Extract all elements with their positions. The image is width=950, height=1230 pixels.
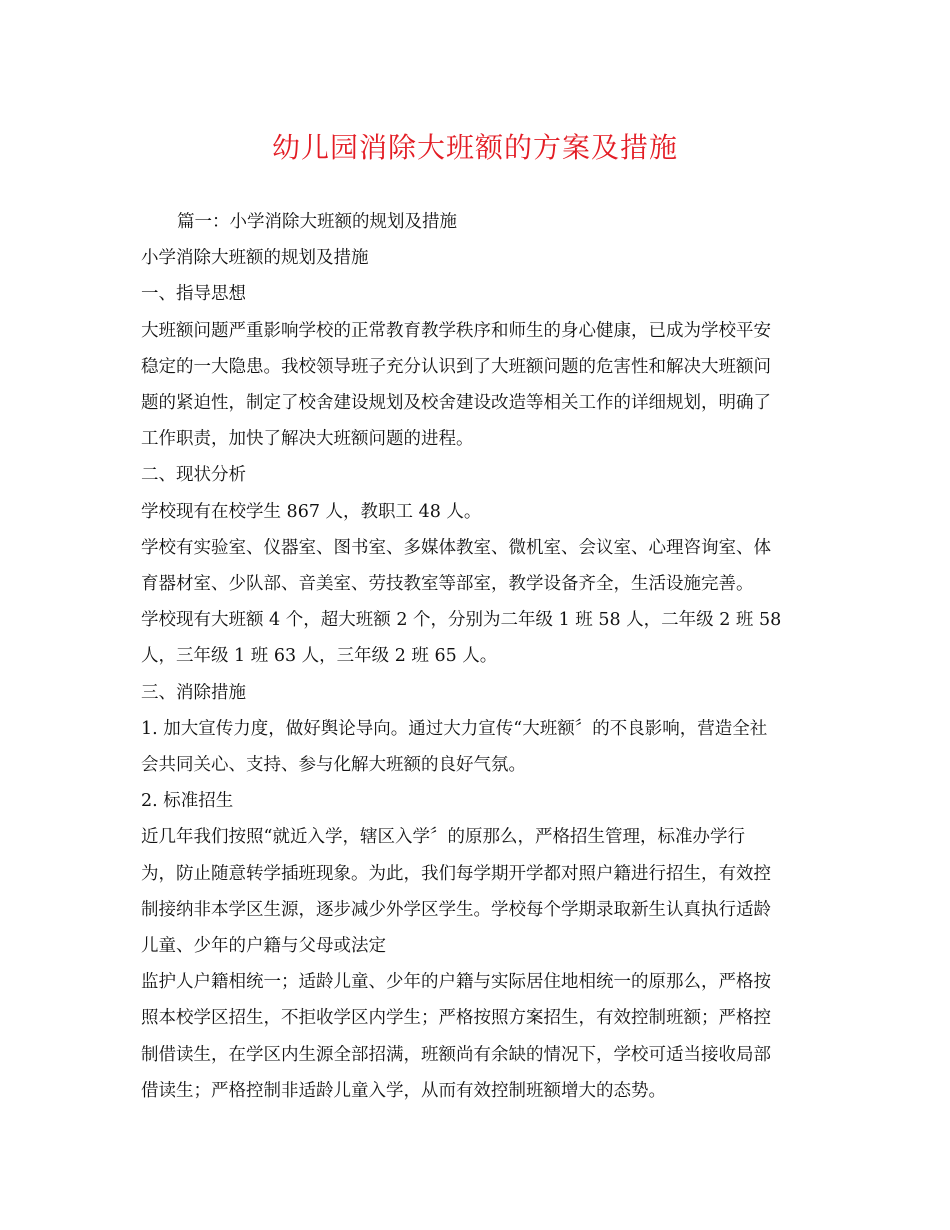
heading-guiding-thought: 一、指导思想 [141,284,246,305]
paragraph-line: 题的紧迫性，制定了校舍建设规划及校舍建设改造等相关工作的详细规划，明确了 [141,393,771,414]
paragraph-line: 制借读生，在学区内生源全部招满，班额尚有余缺的情况下，学校可适当接收局部 [141,1044,771,1065]
paragraph-line: 会共同关心、支持、参与化解大班额的良好气氛。 [141,755,526,776]
paragraph-line: 借读生；严格控制非适龄儿童入学，从而有效控制班额增大的态势。 [141,1080,666,1101]
paragraph-line: 制接纳非本学区生源，逐步减少外学区学生。学校每个学期录取新生认真执行适龄 [141,899,771,920]
paragraph-line: 学校现有在校学生 867 人，教职工 48 人。 [141,501,482,522]
paragraph-line: 大班额问题严重影响学校的正常教育教学秩序和师生的身心健康，已成为学校平安 [141,320,771,341]
paragraph-line: 1. 加大宣传力度，做好舆论导向。通过大力宣传“大班额〞的不良影响，营造全社 [141,718,768,739]
paragraph-line: 学校有实验室、仪器室、图书室、多媒体教室、微机室、会议室、心理咨询室、体 [141,537,771,558]
paragraph-line: 学校现有大班额 4 个，超大班额 2 个，分别为二年级 1 班 58 人，二年级 2 班 58 [141,610,782,631]
subheading-standard-enrollment: 2. 标准招生 [141,791,234,812]
paragraph-line: 监护人户籍相统一；适龄儿童、少年的户籍与实际居住地相统一的原那么，严格按 [141,972,771,993]
paragraph-line: 照本校学区招生，不拒收学区内学生；严格按照方案招生，有效控制班额；严格控 [141,1008,771,1029]
paragraph-line: 人，三年级 1 班 63 人，三年级 2 班 65 人。 [141,646,498,667]
section-heading-chapter-1: 篇一：小学消除大班额的规划及措施 [177,212,457,232]
heading-status-analysis: 二、现状分析 [141,465,246,486]
heading-measures: 三、消除措施 [141,682,246,703]
paragraph-line: 儿童、少年的户籍与父母或法定 [141,936,386,957]
paragraph-line: 育器材室、少队部、音美室、劳技教室等部室，教学设备齐全，生活设施完善。 [141,574,754,595]
document-body [141,204,821,1109]
paragraph-line: 稳定的一大隐患。我校领导班子充分认识到了大班额问题的危害性和解决大班额问 [141,356,771,377]
document-title: 幼儿园消除大班额的方案及措施 [271,131,678,164]
paragraph-line: 近几年我们按照“就近入学，辖区入学〞的原那么，严格招生管理，标准办学行 [141,827,745,848]
subtitle-line: 小学消除大班额的规划及措施 [141,248,369,269]
paragraph-line: 为，防止随意转学插班现象。为此，我们每学期开学都对照户籍进行招生，有效控 [141,863,771,884]
paragraph-line: 工作职责，加快了解决大班额问题的进程。 [141,429,474,450]
